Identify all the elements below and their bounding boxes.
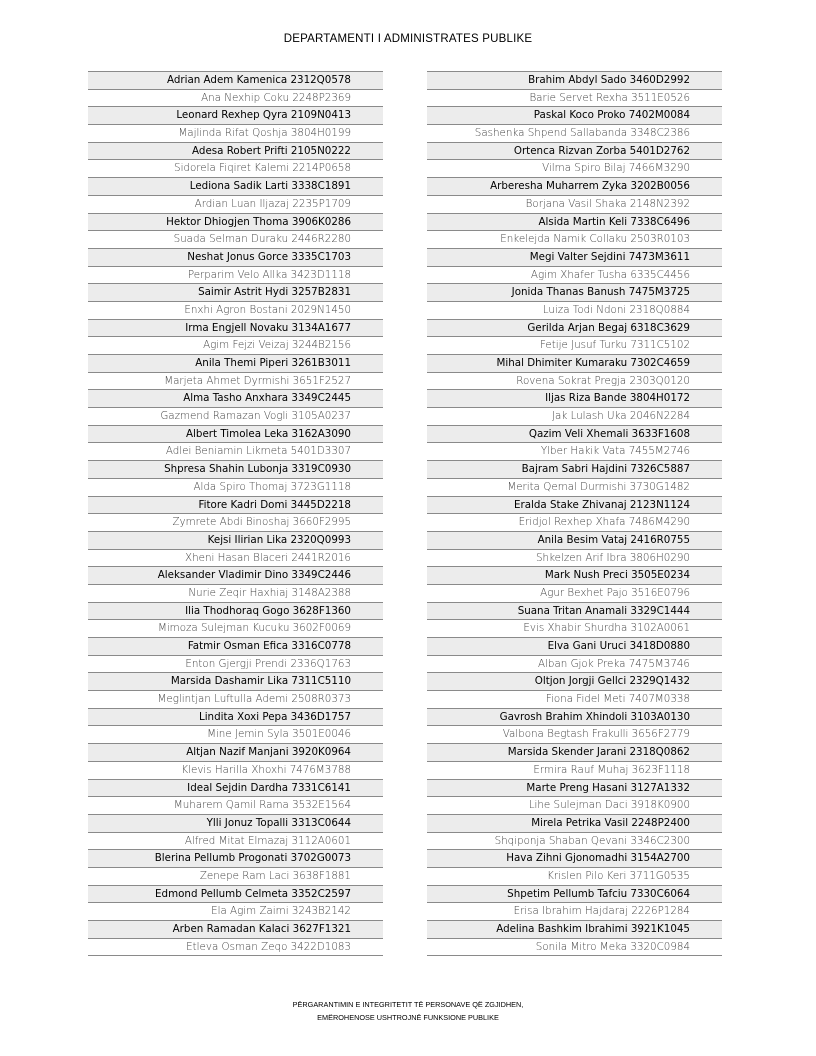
list-item: Enxhi Agron Bostani 2029N1450: [88, 302, 383, 320]
list-item: Hektor Dhiogjen Thoma 3906K0286: [88, 214, 383, 232]
list-item: Kejsi Ilirian Lika 2320Q0993: [88, 532, 383, 550]
list-item: Shkelzen Arif Ibra 3806H0290: [427, 550, 722, 568]
list-item: Fitore Kadri Domi 3445D2218: [88, 497, 383, 515]
list-item: Lindita Xoxi Pepa 3436D1757: [88, 709, 383, 727]
list-item: Shpetim Pellumb Tafciu 7330C6064: [427, 886, 722, 904]
list-item: Barie Servet Rexha 3511E0526: [427, 90, 722, 108]
list-item: Eralda Stake Zhivanaj 2123N1124: [427, 497, 722, 515]
list-item: Megi Valter Sejdini 7473M3611: [427, 249, 722, 267]
list-item: Albert Timolea Leka 3162A3090: [88, 426, 383, 444]
list-item: Majlinda Rifat Qoshja 3804H0199: [88, 125, 383, 143]
list-item: Rovena Sokrat Pregja 2303Q0120: [427, 373, 722, 391]
page-footer: [0, 998, 816, 1024]
list-item: Adrian Adem Kamenica 2312Q0578: [88, 71, 383, 90]
list-item: Blerina Pellumb Progonati 3702G0073: [88, 850, 383, 868]
list-item: Zymrete Abdi Binoshaj 3660F2995: [88, 514, 383, 532]
list-item: Ela Agim Zaimi 3243B2142: [88, 903, 383, 921]
list-item: Jonida Thanas Banush 7475M3725: [427, 284, 722, 302]
list-item: Marte Preng Hasani 3127A1332: [427, 780, 722, 798]
list-item: Arberesha Muharrem Zyka 3202B0056: [427, 178, 722, 196]
list-item: Edmond Pellumb Celmeta 3352C2597: [88, 886, 383, 904]
list-item: Qazim Veli Xhemali 3633F1608: [427, 426, 722, 444]
list-item: Enkelejda Namik Collaku 2503R0103: [427, 231, 722, 249]
list-item: Ideal Sejdin Dardha 7331C6141: [88, 780, 383, 798]
list-item: Fatmir Osman Efica 3316C0778: [88, 638, 383, 656]
list-item: Lihe Sulejman Daci 3918K0900: [427, 797, 722, 815]
list-item: Bajram Sabri Hajdini 7326C5887: [427, 461, 722, 479]
list-item: Nurie Zeqir Haxhiaj 3148A2388: [88, 585, 383, 603]
list-item: Oltjon Jorgji Gellci 2329Q1432: [427, 673, 722, 691]
list-item: Agim Xhafer Tusha 6335C4456: [427, 267, 722, 285]
list-item: Agur Bexhet Pajo 3516E0796: [427, 585, 722, 603]
list-item: Mark Nush Preci 3505E0234: [427, 567, 722, 585]
list-item: Suada Selman Duraku 2446R2280: [88, 231, 383, 249]
list-item: Krislen Pilo Keri 3711G0535: [427, 868, 722, 886]
list-item: Arben Ramadan Kalaci 3627F1321: [88, 921, 383, 939]
list-item: Brahim Abdyl Sado 3460D2992: [427, 71, 722, 90]
list-item: Marsida Skender Jarani 2318Q0862: [427, 744, 722, 762]
list-item: Saimir Astrit Hydi 3257B2831: [88, 284, 383, 302]
page-title: DEPARTAMENTI I ADMINISTRATES PUBLIKE: [283, 33, 533, 45]
list-item: Klevis Harilla Xhoxhi 7476M3788: [88, 762, 383, 780]
list-item: Elva Gani Uruci 3418D0880: [427, 638, 722, 656]
list-item: Agim Fejzi Veizaj 3244B2156: [88, 337, 383, 355]
list-item: Ylber Hakik Vata 7455M2746: [427, 443, 722, 461]
list-item: Eridjol Rexhep Xhafa 7486M4290: [427, 514, 722, 532]
list-item: Marjeta Ahmet Dyrmishi 3651F2527: [88, 373, 383, 391]
list-item: Meglintjan Luftulla Ademi 2508R0373: [88, 691, 383, 709]
list-item: Merita Qemal Durmishi 3730G1482: [427, 479, 722, 497]
list-item: Adesa Robert Prifti 2105N0222: [88, 143, 383, 161]
list-item: Hava Zihni Gjonomadhi 3154A2700: [427, 850, 722, 868]
list-item: Adelina Bashkim Ibrahimi 3921K1045: [427, 921, 722, 939]
list-item: Erisa Ibrahim Hajdaraj 2226P1284: [427, 903, 722, 921]
list-item: Ardian Luan Iljazaj 2235P1709: [88, 196, 383, 214]
list-item: Alban Gjok Preka 7475M3746: [427, 656, 722, 674]
list-item: Altjan Nazif Manjani 3920K0964: [88, 744, 383, 762]
list-item: Irma Engjell Novaku 3134A1677: [88, 320, 383, 338]
list-item: Paskal Koco Proko 7402M0084: [427, 107, 722, 125]
list-item: Etleva Osman Zeqo 3422D1083: [88, 939, 383, 957]
list-item: Evis Xhabir Shurdha 3102A0061: [427, 620, 722, 638]
list-item: Vilma Spiro Bilaj 7466M3290: [427, 160, 722, 178]
list-item: Ylli Jonuz Topalli 3313C0644: [88, 815, 383, 833]
list-item: Anila Besim Vataj 2416R0755: [427, 532, 722, 550]
right-name-list: [427, 71, 722, 956]
list-item: Perparim Velo Allka 3423D1118: [88, 267, 383, 285]
list-item: Sidorela Fiqiret Kalemi 2214P0658: [88, 160, 383, 178]
list-item: Suana Tritan Anamali 3329C1444: [427, 603, 722, 621]
list-item: Alfred Mitat Elmazaj 3112A0601: [88, 833, 383, 851]
list-item: Alsida Martin Keli 7338C6496: [427, 214, 722, 232]
list-item: Alma Tasho Anxhara 3349C2445: [88, 390, 383, 408]
list-item: Fetije Jusuf Turku 7311C5102: [427, 337, 722, 355]
list-item: Muharem Qamil Rama 3532E1564: [88, 797, 383, 815]
list-item: Mimoza Sulejman Kucuku 3602F0069: [88, 620, 383, 638]
list-item: Leonard Rexhep Qyra 2109N0413: [88, 107, 383, 125]
list-item: Anila Themi Piperi 3261B3011: [88, 355, 383, 373]
list-item: Shqiponja Shaban Qevani 3346C2300: [427, 833, 722, 851]
list-item: Ortenca Rizvan Zorba 5401D2762: [427, 143, 722, 161]
list-item: Mine Jemin Syla 3501E0046: [88, 726, 383, 744]
list-item: Gazmend Ramazan Vogli 3105A0237: [88, 408, 383, 426]
list-item: Marsida Dashamir Lika 7311C5110: [88, 673, 383, 691]
list-item: Xheni Hasan Blaceri 2441R2016: [88, 550, 383, 568]
list-item: Fiona Fidel Meti 7407M0338: [427, 691, 722, 709]
list-item: Neshat Jonus Gorce 3335C1703: [88, 249, 383, 267]
list-item: Mirela Petrika Vasil 2248P2400: [427, 815, 722, 833]
list-item: Aleksander Vladimir Dino 3349C2446: [88, 567, 383, 585]
list-item: Ermira Rauf Muhaj 3623F1118: [427, 762, 722, 780]
list-item: Gerilda Arjan Begaj 6318C3629: [427, 320, 722, 338]
list-item: Sashenka Shpend Sallabanda 3348C2386: [427, 125, 722, 143]
footer-line-1: PËRGARANTIMIN E INTEGRITETIT TË PERSONAVE QË ZGJIDHEN,: [292, 1000, 524, 1009]
list-item: Zenepe Ram Laci 3638F1881: [88, 868, 383, 886]
list-item: Iljas Riza Bande 3804H0172: [427, 390, 722, 408]
list-item: Sonila Mitro Meka 3320C0984: [427, 939, 722, 957]
list-item: Valbona Begtash Frakulli 3656F2779: [427, 726, 722, 744]
list-item: Borjana Vasil Shaka 2148N2392: [427, 196, 722, 214]
list-item: Gavrosh Brahim Xhindoli 3103A0130: [427, 709, 722, 727]
list-item: Shpresa Shahin Lubonja 3319C0930: [88, 461, 383, 479]
list-item: Lediona Sadik Larti 3338C1891: [88, 178, 383, 196]
list-item: Ilia Thodhoraq Gogo 3628F1360: [88, 603, 383, 621]
list-item: Mihal Dhimiter Kumaraku 7302C4659: [427, 355, 722, 373]
list-item: Ana Nexhip Coku 2248P2369: [88, 90, 383, 108]
list-item: Adlei Beniamin Likmeta 5401D3307: [88, 443, 383, 461]
list-item: Enton Gjergji Prendi 2336Q1763: [88, 656, 383, 674]
left-name-list: [88, 71, 383, 956]
list-item: Jak Lulash Uka 2046N2284: [427, 408, 722, 426]
list-item: Luiza Todi Ndoni 2318Q0884: [427, 302, 722, 320]
footer-line-2: EMËROHENOSE USHTROJNË FUNKSIONE PUBLIKE: [317, 1013, 499, 1022]
list-item: Alda Spiro Thomaj 3723G1118: [88, 479, 383, 497]
